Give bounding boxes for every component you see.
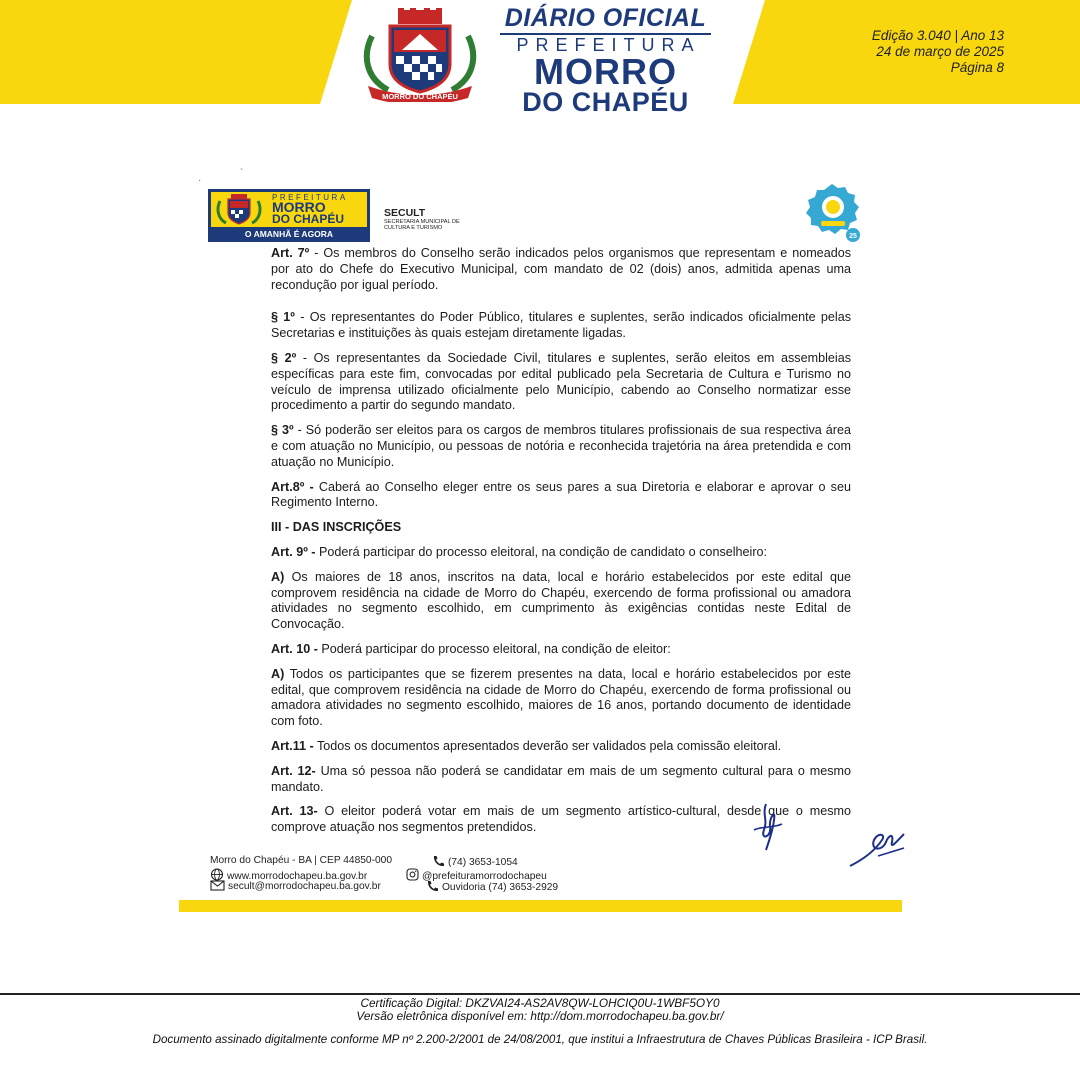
footer-yellow-strip: [179, 900, 902, 912]
small-crest-icon: [214, 193, 264, 226]
footer-divider: [0, 993, 1080, 995]
article-10: Art. 10 - Poderá participar do processo eleitoral, na condição de eleitor:: [271, 641, 671, 656]
certification-code: Certificação Digital: DKZVAI24-AS2AV8QW-LOHCIQ0U-1WBF5OY0: [360, 996, 720, 1010]
article-12: Art. 12- Uma só pessoa não poderá se candidatar em mais de um segmento cultural para o mesmo mandato.: [271, 763, 852, 794]
phone-icon: [426, 880, 439, 892]
section-heading: III - DAS INSCRIÇÕES: [271, 520, 402, 535]
logo-prefeitura: PREFEITURA: [272, 193, 348, 202]
logo-morro: MORRO: [272, 199, 326, 215]
globe-icon: [210, 868, 224, 881]
article-13: Art. 13- O eleitor poderá votar em mais de um segmento artístico-cultural, desde que o mesmo comprove atuação nos segmentos pretendidos.: [271, 804, 851, 835]
secult-label: [384, 207, 484, 231]
article-7: Art. 7º - Os membros do Conselho serão indicados pelos organismos que representam e nomeados por ato do Chefe do Executivo Municipal, com mandato de 02 (dois) anos, admitida apenas uma recondução por igual período.: [271, 246, 851, 292]
brand-prefeitura: PREFEITURA: [516, 35, 701, 55]
article-10-item-a: A) Todos os participantes que se fizerem presentes na data, local e horário estabelecidos por este edital, que comprovem residência na cidade de Morro do Chapéu, exercendo de forma profissional ou amadora atividades no segmento escolhido, maiores de 16 anos, portando documento de identidade com foto.: [271, 666, 851, 729]
electronic-version[interactable]: Versão eletrônica disponível em: http://dom.morrodochapeu.ba.gov.br/: [356, 1009, 724, 1023]
municipal-crest-icon: [358, 6, 482, 102]
brand-wordmark: [498, 4, 713, 115]
logo-do-chapeu: DO CHAPÉU: [272, 212, 345, 226]
page-number: Página 8: [950, 60, 1004, 75]
document-body: [271, 246, 851, 845]
instagram-icon: [406, 868, 419, 881]
contact-ouvidoria[interactable]: Ouvidoria (74) 3653-2929: [442, 882, 559, 893]
brand-do-chapeu: DO CHAPÉU: [522, 87, 689, 117]
scan-mark: ·: [198, 175, 202, 186]
email-icon: [210, 880, 225, 891]
contact-email[interactable]: secult@morrodochapeu.ba.gov.br: [228, 881, 381, 892]
brand-diario-oficial: DIÁRIO OFICIAL: [504, 4, 707, 32]
article-9: Art. 9º - Poderá participar do processo eleitoral, na condição de candidato o conselheiro:: [271, 544, 768, 559]
edition-date: 24 de março de 2025: [876, 44, 1004, 59]
contact-website[interactable]: www.morrodochapeu.ba.gov.br: [227, 870, 368, 882]
paragraph-2: § 2º - Os representantes da Sociedade Civil, titulares e suplentes, serão eleitos em assembleias específicas para este fim, convocadas por edital publicado pela Secretaria de Cultura e Turismo no veículo de imprensa utilizado oficialmente pelo Município, cabendo ao Conselho normatizar esse procedimento a partir do segundo mandato.: [271, 350, 852, 413]
selo-unicef-badge-icon: [793, 181, 871, 245]
edition-number: Edição 3.040 | Ano 13: [871, 28, 1004, 43]
article-9-item-a: A) Os maiores de 18 anos, inscritos na data, local e horário estabelecidos por este edital que comprovem residência na cidade de Morro do Chapéu, exercendo de forma profissional ou amadora atividades no segmento escolhido, em cumprimento às exigências contidas neste Edital de Convocação.: [271, 569, 851, 632]
secult-subtitle: SECRETARIA MUNICIPAL DE CULTURA E TURISMO: [384, 219, 460, 232]
article-11: Art.11 - Todos os documentos apresentados deverão ser validados pela comissão eleitoral.: [271, 738, 782, 753]
signature-mark-2: [848, 826, 906, 870]
phone-icon: [432, 855, 445, 867]
secult-title: SECULT: [384, 207, 426, 219]
paragraph-3: § 3º - Só poderão ser eleitos para os cargos de membros titulares profissionais de sua respectiva área e com atuação no Município, ou pessoas de notória e reconhecida trajetória na área pretendida e com atuação no Município.: [271, 423, 851, 469]
brand-morro: MORRO: [534, 51, 677, 92]
contact-block: [210, 855, 610, 893]
prefeitura-logo: [208, 189, 370, 242]
scan-mark: `: [240, 168, 244, 179]
crest-ribbon-text: MORRO DO CHAPÉU: [382, 92, 458, 101]
logo-tagline: O AMANHÃ É AGORA: [244, 229, 334, 239]
contact-phone[interactable]: (74) 3653-1054: [448, 857, 518, 868]
paragraph-1: § 1º - Os representantes do Poder Público, titulares e suplentes, serão indicados oficialmente pelas Secretarias e instituições às quais estejam diretamente ligadas.: [271, 310, 851, 341]
contact-address: Morro do Chapéu - BA | CEP 44850-000: [210, 855, 392, 866]
certification-block: [0, 997, 1080, 1023]
signature-mark-1: [748, 800, 788, 852]
contact-instagram[interactable]: @prefeituramorrodochapeu: [422, 870, 547, 882]
edition-info: [872, 28, 1004, 76]
article-8: Art.8º - Caberá ao Conselho eleger entre os seus pares a sua Diretoria e elaborar e aprovar o seu Regimento Interno.: [271, 479, 851, 510]
legal-notice: Documento assinado digitalmente conforme MP nº 2.200-2/2001 de 24/08/2001, que institui a Infraestrutura de Chaves Públicas Brasileira - ICP Brasil.: [152, 1033, 928, 1046]
svg-text:25: 25: [849, 233, 857, 240]
